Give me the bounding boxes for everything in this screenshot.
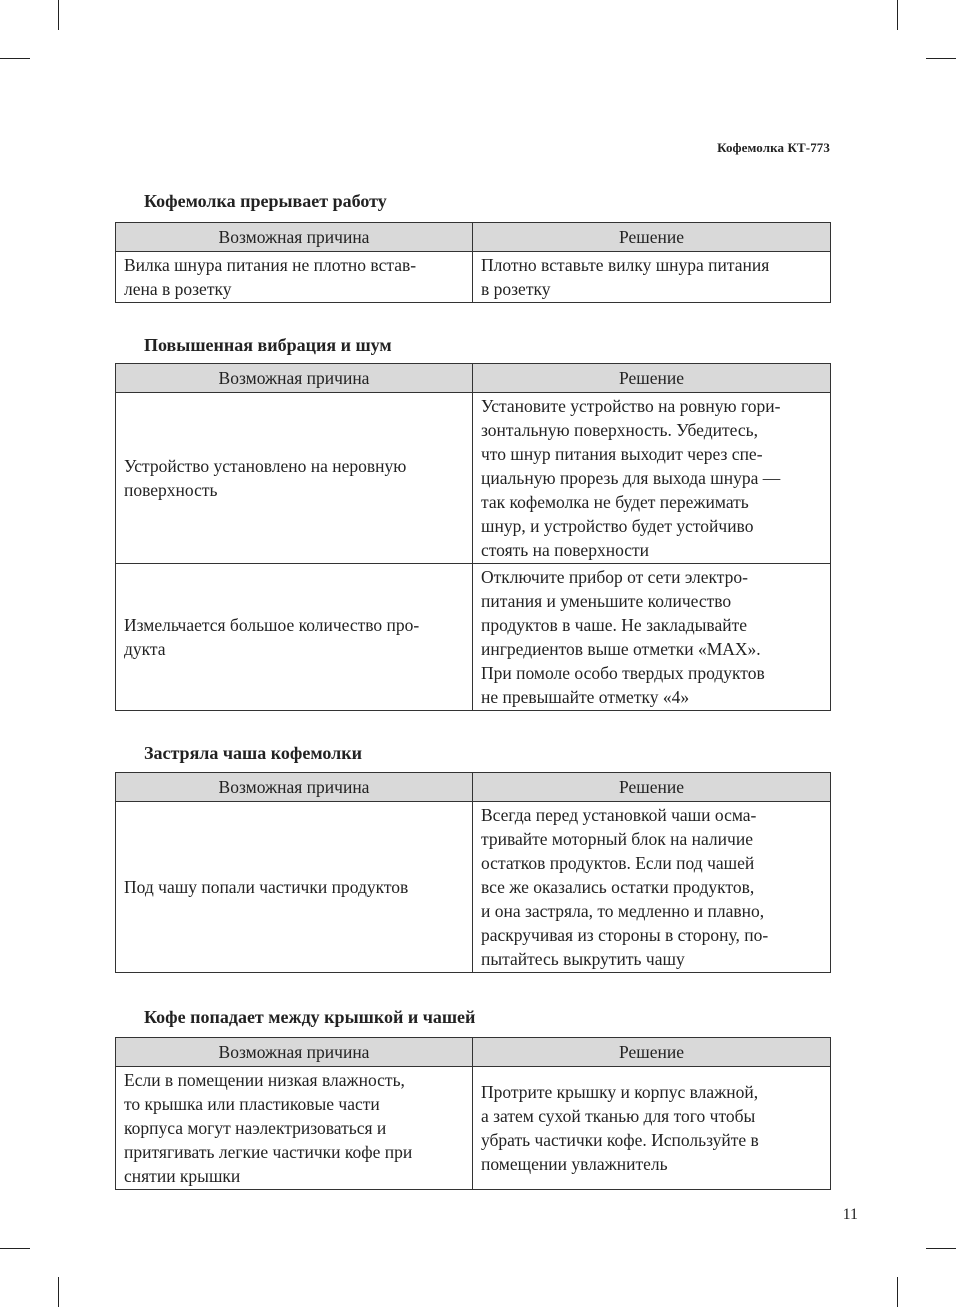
header-solution: Решение [473,223,831,252]
text-line: так кофемолка не будет пережимать [481,492,749,512]
text-line: пытайтесь выкрутить чашу [481,949,685,969]
text-line: убрать частички кофе. Используйте в [481,1130,759,1150]
solution-cell [473,564,831,711]
crop-mark [926,1248,956,1249]
text-line: в розетку [481,279,551,299]
text-line: Вилка шнура питания не плотно встав- [124,255,417,275]
header-solution: Решение [473,773,831,802]
section-title: Кофе попадает между крышкой и чашей [144,1007,476,1027]
header-solution: Решение [473,364,831,393]
crop-mark [58,1277,59,1307]
table-header-row [116,223,831,252]
text-line: Отключите прибор от сети электро- [481,567,748,587]
table-header-row [116,773,831,802]
table-row [116,393,831,564]
text-line: остатков продуктов. Если под чашей [481,853,755,873]
text-line: тривайте моторный блок на наличие [481,829,753,849]
header-cause: Возможная причина [116,223,473,252]
text-line: и она застряла, то медленно и плавно, [481,901,765,921]
text-line: все же оказались остатки продуктов, [481,877,755,897]
cause-cell [116,252,473,303]
crop-mark [926,58,956,59]
table-row [116,1067,831,1190]
crop-mark [58,0,59,30]
cause-cell [116,393,473,564]
solution-cell [473,1067,831,1190]
text-line: продуктов в чаше. Не закладывайте [481,615,747,635]
cause-cell [116,802,473,973]
text-line: раскручивая из стороны в сторону, по- [481,925,769,945]
text-line: не превышайте отметку «4» [481,687,690,707]
header-solution: Решение [473,1038,831,1067]
section-title: Застряла чаша кофемолки [144,743,362,763]
text-line: корпуса могут наэлектризоваться и [124,1118,387,1138]
crop-mark [0,58,30,59]
text-line: стоять на поверхности [481,540,650,560]
text-line: лена в розетку [124,279,232,299]
text-line: Если в помещении низкая влажность, [124,1070,405,1090]
table-row [116,802,831,973]
solution-cell [473,252,831,303]
text-line: снятии крышки [124,1166,241,1186]
cause-cell [116,564,473,711]
text-line: Всегда перед установкой чаши осма- [481,805,757,825]
solution-cell [473,393,831,564]
section-title: Кофемолка прерывает работу [144,191,387,211]
troubleshooting-table [115,363,831,711]
text-line: зонтальную поверхность. Убедитесь, [481,420,758,440]
crop-mark [897,0,898,30]
text-line: питания и уменьшите количество [481,591,732,611]
crop-mark [897,1277,898,1307]
text-line: Установите устройство на ровную гори- [481,396,781,416]
text-line: ингредиентов выше отметки «MAX». [481,639,761,659]
text-line: Протрите крышку и корпус влажной, [481,1082,759,1102]
text-line: то крышка или пластиковые части [124,1094,380,1114]
running-header: Кофемолка КТ-773 [717,140,830,155]
text-line: дукта [124,639,166,659]
crop-mark [0,1248,30,1249]
troubleshooting-table [115,772,831,973]
troubleshooting-table [115,222,831,303]
section-title: Повышенная вибрация и шум [144,335,392,355]
table-row [116,252,831,303]
table-header-row [116,364,831,393]
text-line: помещении увлажнитель [481,1154,668,1174]
page-number: 11 [842,1206,858,1223]
text-line: притягивать легкие частички кофе при [124,1142,413,1162]
text-line: Устройство установлено на неровную [124,456,407,476]
text-line: шнур, и устройство будет устойчиво [481,516,754,536]
text-line: поверхность [124,480,218,500]
table-row [116,564,831,711]
header-cause: Возможная причина [116,1038,473,1067]
header-cause: Возможная причина [116,364,473,393]
table-header-row [116,1038,831,1067]
text-line: Под чашу попали частички продуктов [124,877,409,897]
text-line: При помоле особо твердых продуктов [481,663,765,683]
solution-cell [473,802,831,973]
cause-cell [116,1067,473,1190]
text-line: а затем сухой тканью для того чтобы [481,1106,756,1126]
text-line: циальную прорезь для выхода шнура — [481,468,781,488]
troubleshooting-table [115,1037,831,1190]
text-line: что шнур питания выходит через спе- [481,444,763,464]
header-cause: Возможная причина [116,773,473,802]
text-line: Измельчается большое количество про- [124,615,420,635]
text-line: Плотно вставьте вилку шнура питания [481,255,770,275]
